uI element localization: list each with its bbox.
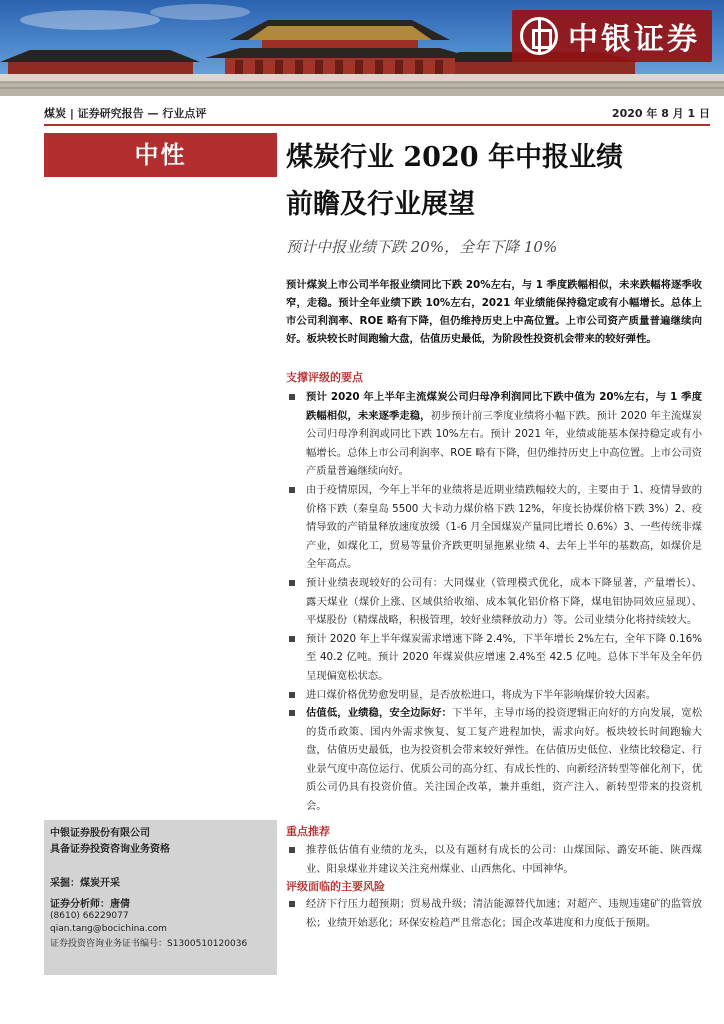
report-title [286,134,706,228]
bullet-text: 预计业绩表现较好的公司有：大同煤业（管理模式优化，成本下降显著，产量增长）、露天煤业（煤价上涨、区域供给收缩、成本氧化铝价格下降，煤电铝协同效应显现）、平煤股份（精煤战略，积极管理，较好业绩释放动力）等。公司业绩分化将持续较大。 [306,576,702,627]
section-title-picks: 重点推荐 [286,825,330,838]
picks-list [286,841,702,878]
title-line-1: 煤炭行业 2020 年中报业绩 [286,142,623,173]
risks-list [286,895,702,932]
analyst-email[interactable]: qian.tang@bocichina.com [50,924,167,934]
bullet-text: 进口煤价格优势愈发明显，是否放松进口，将成为下半年影响煤价较大因素。 [306,688,657,701]
brand-name: 中银证券 [568,22,700,57]
section-title-risks: 评级面临的主要风险 [286,880,385,893]
firm-qualification: 具备证券投资咨询业务资格 [50,844,170,855]
report-date: 2020 年 8 月 1 日 [611,107,710,120]
analyst-line [50,895,271,910]
bullet-item [286,841,702,878]
bullet-text: 推荐低估值有业绩的龙头，以及有题材有成长的公司：山煤国际、潞安环能、陕西煤业、阳泉煤业并建议关注兖州煤业、山西焦化、中国神华。 [306,844,702,875]
report-subtitle: 预计中报业绩下跌 20%，全年下降 10% [286,238,558,256]
firm-info-box [44,820,277,975]
bullet-bold-text: 预计 2020 年上半年主流煤炭公司归母净利润同比下跌中值为 20%左右，与 1 季度跌幅相似，未来逐季走稳， [306,391,702,422]
analyst-label: 证券分析师： [50,899,110,910]
bullet-text: 下半年，主导市场的投资逻辑正向好的方向发展，宽松的货币政策、国内外需求恢复、复工复产进程加快，需求向好。板块较长时间跑输大盘，估值历史最低，也为投资机会带来较好弹性。在估值历史低位、业绩比较稳定、行业景气度中高位运行、优质公司的高分红、有成长性的、向新经济转型等催化剂下，优质公司仍具有投资价值。关注国企改革，兼并重组，资产注入、新转型带来的投资机会。 [306,707,703,813]
bullet-item [286,686,702,705]
bank-of-china-logo-icon [520,17,558,55]
support-points-list [286,388,702,816]
firm-name: 中银证券股份有限公司 [50,828,150,839]
bullet-text: 预计 2020 年上半年煤炭需求增速下降 2.4%，下半年增长 2%左右，全年下降 0.16%至 40.2 亿吨。预计 2020 年煤炭供应增速 2.4%至 42.5 亿吨。总体下半年及全年仍呈现偏宽松状态。 [306,632,702,682]
bullet-item [286,704,702,816]
bullet-text: 经济下行压力超预期；贸易战升级；清洁能源替代加速；对超产、违规违建矿的监管放松；业绩开始恶化；环保安检趋严且常态化；国企改革进度和力度低于预期。 [306,898,702,929]
report-header [44,104,710,126]
bullet-item [286,388,702,481]
bullet-item [286,481,702,574]
bullet-text: 初步预计前三季度业绩将小幅下跌。预计 2020 年主流煤炭公司归母净利润或同比下跌 10%左右。预计 2021 年，业绩或能基本保持稳定或有小幅增长。总体上市公司利润率、ROE 略有下降，但仍维持历史上中高位置。上市公司资产质量普遍继续向好。 [306,409,702,478]
rating-badge: 中性 [44,133,277,177]
certificate-label: 证券投资咨询业务证书编号： [50,939,168,949]
bullet-item [286,895,702,932]
analyst-phone: (8610) 66229077 [50,911,129,921]
section-title-support: 支撑评级的要点 [286,371,363,384]
bullet-text: 由于疫情原因，今年上半年的业绩将是近期业绩跌幅较大的，主要由于 1、疫情导致的价格下跌（秦皇岛 5500 大卡动力煤价格下跌 12%，年度长协煤价格下跌 3%）2、疫情导致的产销量释放速度放缓（1-6 月全国煤炭产量同比增长 0.6%）3、一些传统非煤产业，如煤化工，贸易等量价齐跌更明显拖累业绩 4、去年上半年的基数高，如煤价是全年高点。 [306,483,702,571]
industry-classification: 采掘：煤炭开采 [50,878,120,889]
bullet-item [286,630,702,686]
certificate-line [50,938,271,951]
header-banner [0,0,724,96]
analyst-name: 唐倩 [110,899,130,910]
summary-paragraph: 预计煤炭上市公司半年报业绩同比下跌 20%左右，与 1 季度跌幅相似，未来跌幅将逐季收窄，走稳。预计全年业绩下跌 10%左右，2021 年业绩能保持稳定或有小幅增长。总体上市公司利润率、ROE 略有下降，但仍维持历史上中高位置。上市公司资产质量普遍继续向好。板块较长时间跑输大盘，估值历史最低，为阶段性投资机会带来的较好弹性。 [286,279,702,345]
brand-logo [512,10,712,62]
title-line-2: 前瞻及行业展望 [286,189,475,220]
breadcrumb: 煤炭 | 证券研究报告 — 行业点评 [44,107,207,120]
bullet-bold-text: 估值低，业绩稳，安全边际好： [306,707,452,720]
bullet-item [286,574,702,630]
certificate-number: S1300510120036 [167,939,248,949]
